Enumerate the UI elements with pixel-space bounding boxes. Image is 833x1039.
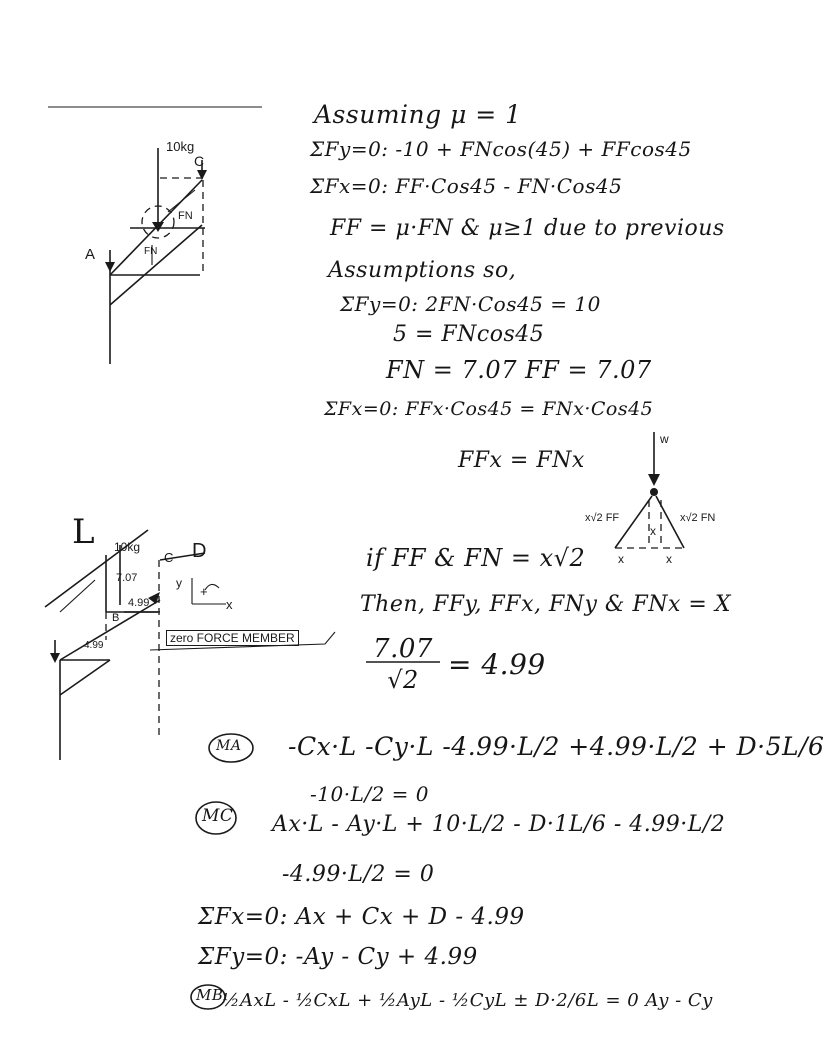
zero-force-member-label: zero FORCE MEMBER xyxy=(166,630,299,646)
d2-b-label: B xyxy=(112,612,120,624)
note-line-4: FF = μ·FN & μ≥1 due to previous xyxy=(330,216,725,241)
d2-reaction-left-head xyxy=(50,653,60,663)
note-line-5: Assumptions so, xyxy=(328,258,517,283)
d1-ff-arrow xyxy=(168,190,195,212)
note-line-6: ΣFy=0: 2FN·Cos45 = 10 xyxy=(340,292,601,316)
tri-left-label: x√2 FF xyxy=(585,512,620,524)
sum-fy: ΣFy=0: -Ay - Cy + 4.99 xyxy=(198,944,478,970)
d2-x-label: x xyxy=(226,597,233,612)
d2-L-label: L xyxy=(72,512,96,552)
d1-fn-label: FN xyxy=(178,210,193,222)
d2-c-label: C xyxy=(164,550,174,565)
tri-bl-label: x xyxy=(618,552,624,566)
d1-fn2-label: FN xyxy=(144,246,158,257)
d2-707-label: 7.07 xyxy=(116,572,138,584)
d2-d-label: D xyxy=(192,540,207,562)
ma-equation: -Cx·L -Cy·L -4.99·L/2 +4.99·L/2 + D·5L/6 xyxy=(288,732,825,761)
tri-w-label: w xyxy=(660,432,669,446)
d2-mass-label: 10kg xyxy=(114,540,141,554)
note-line-7: 5 = FNcos45 xyxy=(393,322,545,347)
sum-fx: ΣFx=0: Ax + Cx + D - 4.99 xyxy=(198,904,525,930)
mc-label: MC xyxy=(202,806,234,826)
d2-low-diagonal xyxy=(60,660,110,695)
note-line-11: if FF & FN = x√2 xyxy=(366,544,586,572)
d2-arrowhead xyxy=(148,592,160,604)
mc-equation-2: -4.99·L/2 = 0 xyxy=(282,862,435,887)
note-line-8: FN = 7.07 FF = 7.07 xyxy=(386,356,652,384)
d1-mass-label: 10kg xyxy=(166,139,195,154)
tri-mid-label: x xyxy=(650,524,656,538)
mb-label: MB xyxy=(196,986,224,1004)
tri-apex xyxy=(650,488,658,496)
mc-equation: Ax·L - Ay·L + 10·L/2 - D·1L/6 - 4.99·L/2 xyxy=(272,812,726,837)
note-line-2: ΣFy=0: -10 + FNcos(45) + FFcos45 xyxy=(310,137,692,161)
d1-lower-member xyxy=(110,225,202,305)
fraction-denominator: √2 xyxy=(387,666,419,694)
ma-equation-2: -10·L/2 = 0 xyxy=(310,782,430,806)
d2-499-label: 4.99 xyxy=(128,597,150,609)
d2-dim-line xyxy=(60,580,95,612)
note-line-12: Then, FFy, FFx, FNy & FNx = X xyxy=(360,592,731,617)
note-line-1: Assuming μ = 1 xyxy=(314,100,522,129)
d1-c-label: C xyxy=(194,153,205,169)
ma-label: MA xyxy=(216,738,242,754)
fraction-numerator: 7.07 xyxy=(373,634,433,664)
d2-499b-label: 4.99 xyxy=(84,640,104,651)
tri-right-label: x√2 FN xyxy=(680,512,716,524)
note-line-9: ΣFx=0: FFx·Cos45 = FNx·Cos45 xyxy=(324,398,654,420)
d1-a-label: A xyxy=(85,246,96,263)
d2-y-label: y xyxy=(176,576,182,590)
d2-mid-diagonal xyxy=(60,600,160,660)
note-line-3: ΣFx=0: FF·Cos45 - FN·Cos45 xyxy=(310,174,623,198)
fraction-result: = 4.99 xyxy=(448,648,546,681)
d2-plus-label: + xyxy=(200,584,208,599)
tri-w-head xyxy=(648,474,660,486)
mb-equation: ½AxL - ½CxL + ½AyL - ½CyL ± D·2/6L = 0 Ay - Cy xyxy=(222,990,713,1011)
tri-br-label: x xyxy=(666,552,672,566)
note-line-10: FFx = FNx xyxy=(458,448,585,473)
